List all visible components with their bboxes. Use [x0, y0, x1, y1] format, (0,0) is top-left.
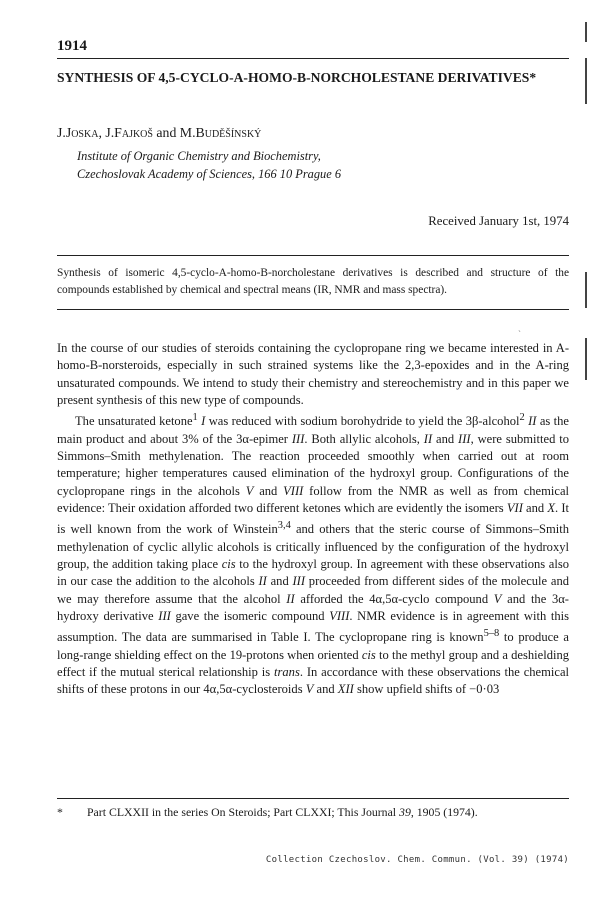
italic-term: trans [274, 664, 300, 679]
abstract: Synthesis of isomeric 4,5-cyclo-A-homo-B-norcholestane derivatives is described and structure of the compounds established by chemical and spectral means (IR, NMR and mass spectra). [57, 267, 569, 296]
journal-volume: 39 [399, 805, 411, 819]
compound-label: VIII [329, 608, 350, 623]
footnote-rule [57, 798, 569, 799]
reference-mark: 2 [519, 412, 525, 424]
reference-mark: 5–8 [483, 628, 500, 640]
scan-edge-line [585, 338, 587, 380]
footnote: * Part CLXXII in the series On Steroids; Part CLXXI; This Journal 39, 1905 (1974). [57, 805, 478, 819]
affiliation [77, 147, 341, 183]
abstract-top-rule [57, 255, 569, 256]
author-list [57, 125, 261, 141]
author-surname: Joska [65, 125, 99, 140]
body-text [57, 340, 569, 698]
italic-term: cis [221, 556, 236, 571]
reference-mark: 3,4 [277, 520, 291, 532]
compound-label: V [493, 591, 502, 606]
header-rule [57, 58, 569, 59]
affiliation-line: Institute of Organic Chemistry and Biochemistry, [77, 149, 321, 163]
page-number: 1914 [57, 38, 87, 54]
abstract-bottom-rule [57, 309, 569, 310]
compound-label: III [158, 608, 171, 623]
reference-mark: 1 [192, 412, 198, 424]
compound-label: III [458, 431, 471, 446]
compound-label: X [547, 500, 556, 515]
author-separator: , [98, 125, 106, 140]
footnote-marker: * [57, 805, 63, 819]
scan-edge-line [585, 58, 587, 104]
compound-label: II [528, 414, 537, 429]
author-initial: M. [179, 125, 196, 140]
compound-label: II [258, 574, 267, 589]
author-initial: J. [105, 125, 115, 140]
compound-label: III [291, 431, 305, 446]
author-initial: J. [57, 125, 66, 140]
compound-label: V [245, 483, 254, 498]
scan-edge-line [585, 272, 587, 308]
stray-mark: ˎ [518, 322, 521, 332]
paragraph: In the course of our studies of steroids containing the cyclopropane ring we became interested in A-homo-B-norsteroids, especially in such strained systems like the 2,3-epoxides and in the A-ring unsaturated compounds. We intend to study their chemistry and stereochemistry and in this paper we present synthesis of this new type of compounds. [57, 341, 569, 407]
compound-label: XII [337, 682, 354, 697]
author-surname: Fajkoš [114, 125, 153, 140]
italic-term: cis [361, 647, 376, 662]
scan-edge-line [585, 22, 587, 42]
affiliation-line: Czechoslovak Academy of Sciences, 166 10 Prague 6 [77, 167, 342, 181]
compound-label: VII [506, 500, 523, 515]
compound-label: VIII [283, 483, 304, 498]
author-surname: Buděšínský [195, 125, 262, 140]
compound-label: II [286, 591, 295, 606]
received-date: Received January 1st, 1974 [428, 214, 569, 228]
compound-label: I [201, 414, 206, 429]
compound-label: V [305, 682, 314, 697]
author-separator: and [152, 125, 180, 140]
article-title: SYNTHESIS OF 4,5-CYCLO-A-HOMO-B-NORCHOLESTANE DERIVATIVES* [57, 70, 537, 85]
compound-label: II [423, 431, 433, 446]
journal-footer: Collection Czechoslov. Chem. Commun. (Vol. 39) (1974) [265, 855, 569, 865]
paragraph: The unsaturated ketone$^1$ I was reduced with sodium borohydride to yield the 3β-alcohol$^2$ II as the main product and about 3% of the 3α-epimer III. Both allylic alcohols, II and III, were submitted to Simmons–Smith methylenation. The reaction proceeded smoothly when carried out at room temperature; higher temperatures caused elimination of the hydroxyl group. Configurations of the cyclopropane rings in the alcohols V and VIII follow from the NMR as well as from chemical evidence: Their oxidation afforded two different ketones which are evidently the isomers VII and X. It is well known from the work of Winstein$^{3,4}$ and others that the steric course of Simmons–Smith methylenation of cyclic allylic alcohols is critically influenced by the configuration of the hydroxyl group, the addition taking place cis to the hydroxyl group. In agreement with these observations also in our case the addition to the alcohols II and III proceeded from different sides of the molecule and we may therefore assume that the alcohol II afforded the 4α,5α-cyclo compound V and the 3α-hydroxy derivative III gave the isomeric compound VIII. NMR evidence is in agreement with this assumption. The data are summarised in Table I. The cyclopropane ring is known$^{5-8}$ to produce a long-range shielding effect on the 19-protons when oriented cis to the methyl group and a deshielding effect if the mutual sterical relationship is trans. In accordance with these observations the chemical shifts of these protons in our 4α,5α-cyclosteroids V and XII show upfield shifts of −0·03 [57, 412, 570, 697]
author [57, 125, 98, 140]
author [180, 125, 262, 140]
author [105, 125, 153, 140]
compound-label: III [292, 574, 306, 589]
